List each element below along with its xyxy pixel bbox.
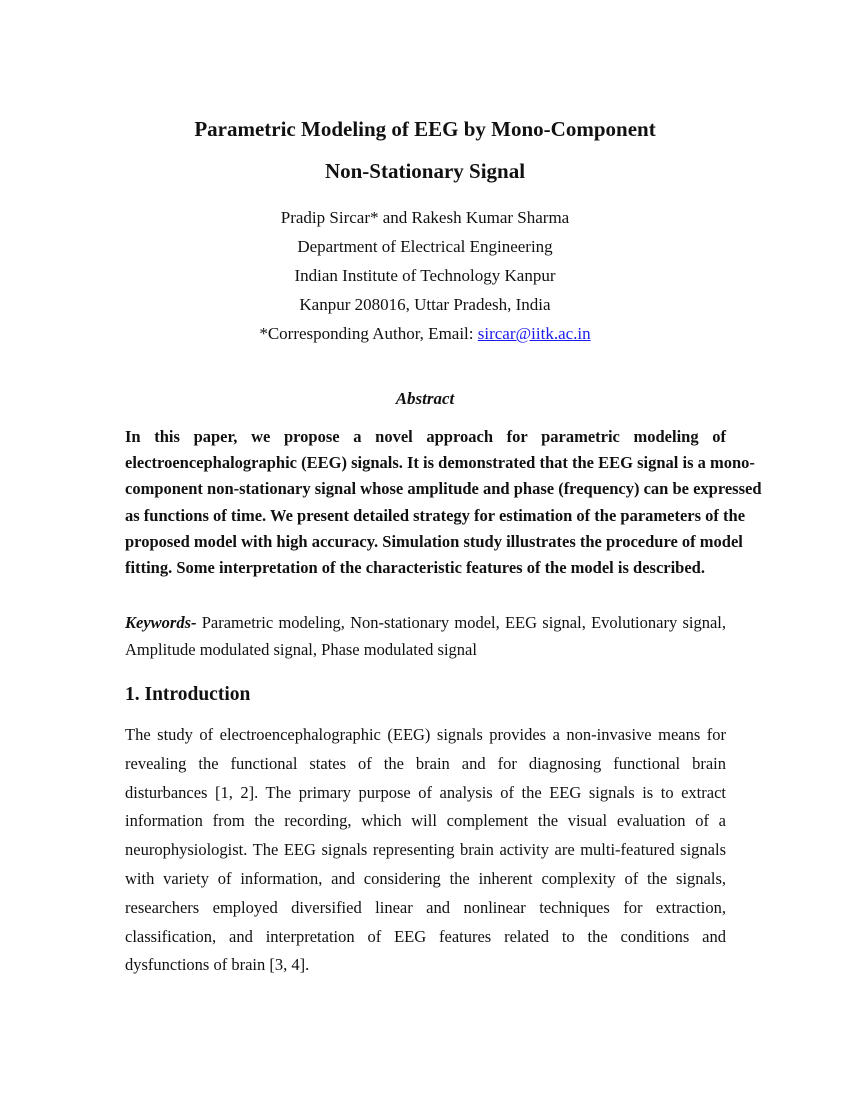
intro-line: revealing the functional states of the brain and for diagnosing functional brain <box>125 753 726 773</box>
introduction-body <box>125 721 726 980</box>
keywords-line: Amplitude modulated signal, Phase modulated signal <box>125 640 477 659</box>
corresponding-label: *Corresponding Author, Email: <box>259 324 478 343</box>
intro-line: information from the recording, which will complement the visual evaluation of a <box>125 811 726 831</box>
abstract-line: fitting. Some interpretation of the characteristic features of the model is described. <box>125 557 705 577</box>
abstract-line: as functions of time. We present detailed strategy for estimation of the parameters of the <box>125 505 746 525</box>
intro-line: The study of electroencephalographic (EEG) signals provides a non-invasive means for <box>125 725 726 744</box>
authors: Pradip Sircar* and Rakesh Kumar Sharma <box>280 208 570 227</box>
abstract-body <box>125 424 762 581</box>
intro-line: classification, and interpretation of EEG features related to the conditions and <box>125 926 726 946</box>
corresponding-author <box>0 324 850 344</box>
abstract-line: proposed model with high accuracy. Simulation study illustrates the procedure of model <box>125 531 743 551</box>
abstract-line: electroencephalographic (EEG) signals. It is demonstrated that the EEG signal is a mono- <box>125 453 755 473</box>
email-link[interactable]: sircar@iitk.ac.in <box>477 324 591 343</box>
keywords-label: Keywords- <box>125 613 197 632</box>
affiliation-department: Department of Electrical Engineering <box>297 237 553 256</box>
affiliation-institute: Indian Institute of Technology Kanpur <box>294 266 556 285</box>
intro-line: dysfunctions of brain [3, 4]. <box>125 955 310 975</box>
keywords-line <box>125 609 726 636</box>
abstract-line: component non-stationary signal whose amplitude and phase (frequency) can be expressed <box>125 479 762 499</box>
affiliation-address: Kanpur 208016, Uttar Pradesh, India <box>299 295 551 314</box>
abstract-heading: Abstract <box>395 389 455 408</box>
intro-line: with variety of information, and considering the inherent complexity of the signals, <box>125 868 726 888</box>
section-heading-introduction: 1. Introduction <box>125 684 251 705</box>
paper-title-line-1: Parametric Modeling of EEG by Mono-Component <box>194 117 656 141</box>
intro-line: researchers employed diversified linear and nonlinear techniques for extraction, <box>125 897 726 917</box>
keywords <box>125 609 726 663</box>
intro-line: disturbances [1, 2]. The primary purpose of analysis of the EEG signals is to extract <box>125 782 726 802</box>
paper-title-line-2: Non-Stationary Signal <box>324 159 526 183</box>
intro-line: neurophysiologist. The EEG signals representing brain activity are multi-featured signals <box>125 840 726 860</box>
keywords-text: Parametric modeling, Non-stationary model, EEG signal, Evolutionary signal, <box>196 613 726 632</box>
abstract-line: In this paper, we propose a novel approach for parametric modeling of <box>125 427 726 446</box>
